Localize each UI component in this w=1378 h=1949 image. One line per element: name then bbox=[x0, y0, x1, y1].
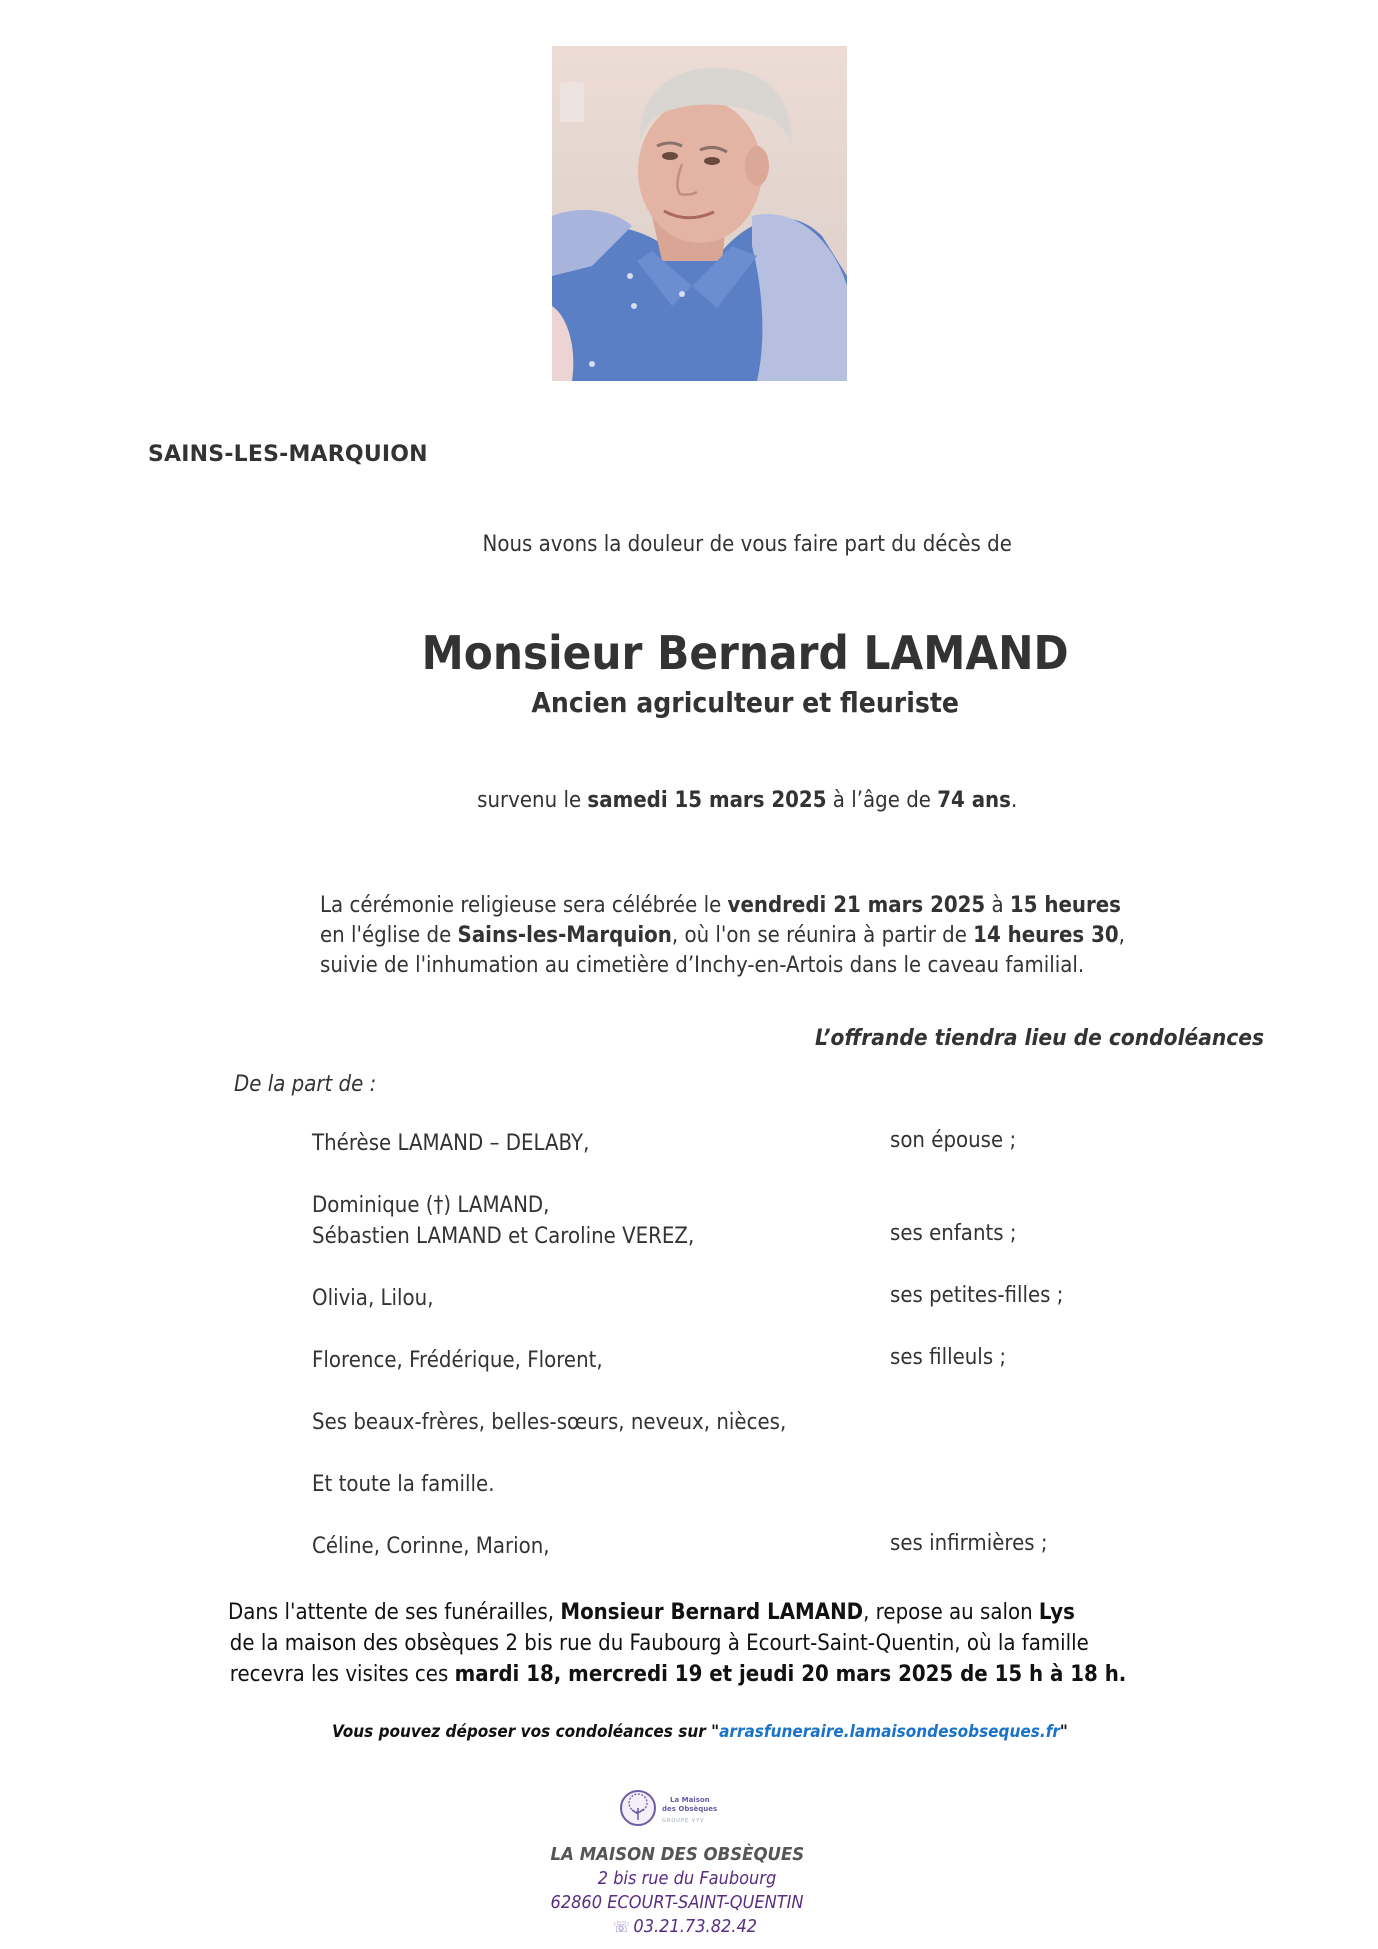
salon-name: Lys bbox=[1038, 1600, 1075, 1625]
family-names: Florence, Frédérique, Florent, bbox=[312, 1348, 603, 1373]
ceremony-line-3: suivie de l'inhumation au cimetière d’Inchy-en-Artois dans le caveau familial. bbox=[320, 953, 1085, 978]
visitation-line-1 bbox=[228, 1597, 1126, 1628]
phone-icon: ☏ bbox=[612, 1918, 630, 1936]
ceremony-date: vendredi 21 mars 2025 bbox=[727, 893, 986, 918]
family-relation: ses enfants ; bbox=[890, 1221, 1017, 1246]
announcement-intro: Nous avons la douleur de vous faire part du décès de bbox=[482, 532, 1012, 557]
from-label: De la part de : bbox=[234, 1072, 377, 1097]
funeral-home-city: 62860 ECOURT-SAINT-QUENTIN bbox=[550, 1892, 804, 1913]
family-names: Ses beaux-frères, belles-sœurs, neveux, nièces, bbox=[312, 1410, 787, 1435]
family-names: Dominique (†) LAMAND, bbox=[312, 1193, 550, 1218]
ceremony-line-2 bbox=[320, 921, 1125, 951]
condolences-text: Vous pouvez déposer vos condoléances sur " bbox=[332, 1722, 720, 1742]
family-names: Céline, Corinne, Marion, bbox=[312, 1534, 550, 1559]
deceased-photo bbox=[552, 46, 847, 381]
ceremony-time: 15 heures bbox=[1009, 893, 1121, 918]
funeral-home-phone bbox=[65, 1916, 1305, 1937]
ceremony-text: en l'église de bbox=[320, 923, 458, 948]
condolences-note bbox=[332, 1722, 1068, 1742]
gathering-time: 14 heures 30 bbox=[973, 923, 1119, 948]
visitation-text: Dans l'attente de ses funérailles, bbox=[228, 1600, 561, 1625]
offering-note: L’offrande tiendra lieu de condoléances bbox=[815, 1026, 1265, 1051]
death-middle: à l’âge de bbox=[826, 788, 938, 813]
funeral-home-name: LA MAISON DES OBSÈQUES bbox=[550, 1844, 805, 1865]
death-suffix: . bbox=[1010, 788, 1018, 813]
portrait-illustration bbox=[552, 46, 847, 381]
ceremony-line-1 bbox=[320, 891, 1125, 921]
visitation-line-2: de la maison des obsèques 2 bis rue du Faubourg à Ecourt-Saint-Quentin, où la famille bbox=[229, 1631, 1089, 1656]
ceremony-place: Sains-les-Marquion bbox=[457, 923, 672, 948]
visitation-dates: mardi 18, mercredi 19 et jeudi 20 mars 2025 de 15 h à 18 h. bbox=[454, 1662, 1127, 1687]
death-age: 74 ans bbox=[937, 788, 1011, 813]
deceased-occupation: Ancien agriculteur et fleuriste bbox=[531, 686, 959, 719]
visitation-text: recevra les visites ces bbox=[229, 1662, 455, 1687]
family-relation: son épouse ; bbox=[890, 1128, 1017, 1153]
visitation-details bbox=[228, 1597, 1126, 1690]
funeral-home-logo bbox=[618, 1788, 728, 1830]
death-date: samedi 15 mars 2025 bbox=[587, 788, 827, 813]
death-prefix: survenu le bbox=[477, 788, 588, 813]
family-relation: ses infirmières ; bbox=[890, 1531, 1048, 1556]
tree-icon bbox=[618, 1788, 728, 1830]
condolences-link[interactable]: arrasfuneraire.lamaisondesobseques.fr bbox=[719, 1722, 1060, 1742]
svg-text:GROUPE VYV: GROUPE VYV bbox=[662, 1818, 705, 1824]
funeral-home-address: 2 bis rue du Faubourg bbox=[597, 1868, 777, 1889]
ceremony-text: à bbox=[985, 893, 1010, 918]
visitation-deceased-name: Monsieur Bernard LAMAND bbox=[560, 1600, 864, 1625]
condolences-text: " bbox=[1059, 1722, 1068, 1742]
deceased-name: Monsieur Bernard LAMAND bbox=[421, 626, 1069, 680]
family-relation: ses petites-filles ; bbox=[890, 1283, 1064, 1308]
svg-text:La Maison: La Maison bbox=[670, 1796, 710, 1804]
visitation-line-3 bbox=[228, 1659, 1126, 1690]
ceremony-text: , bbox=[1118, 923, 1125, 948]
ceremony-text: , où l'on se réunira à partir de bbox=[671, 923, 974, 948]
town-heading: SAINS-LES-MARQUION bbox=[148, 442, 428, 467]
family-names: Thérèse LAMAND – DELABY, bbox=[312, 1131, 590, 1156]
phone-number[interactable]: 03.21.73.82.42 bbox=[633, 1916, 758, 1937]
family-relation: ses filleuls ; bbox=[890, 1345, 1007, 1370]
death-info bbox=[77, 788, 1317, 813]
family-names: Et toute la famille. bbox=[312, 1472, 495, 1497]
family-names: Olivia, Lilou, bbox=[312, 1286, 434, 1311]
ceremony-text: La cérémonie religieuse sera célébrée le bbox=[320, 893, 728, 918]
ceremony-details bbox=[320, 891, 1125, 981]
family-names: Sébastien LAMAND et Caroline VEREZ, bbox=[312, 1224, 695, 1249]
svg-text:des Obsèques: des Obsèques bbox=[662, 1805, 718, 1813]
visitation-text: , repose au salon bbox=[863, 1600, 1039, 1625]
